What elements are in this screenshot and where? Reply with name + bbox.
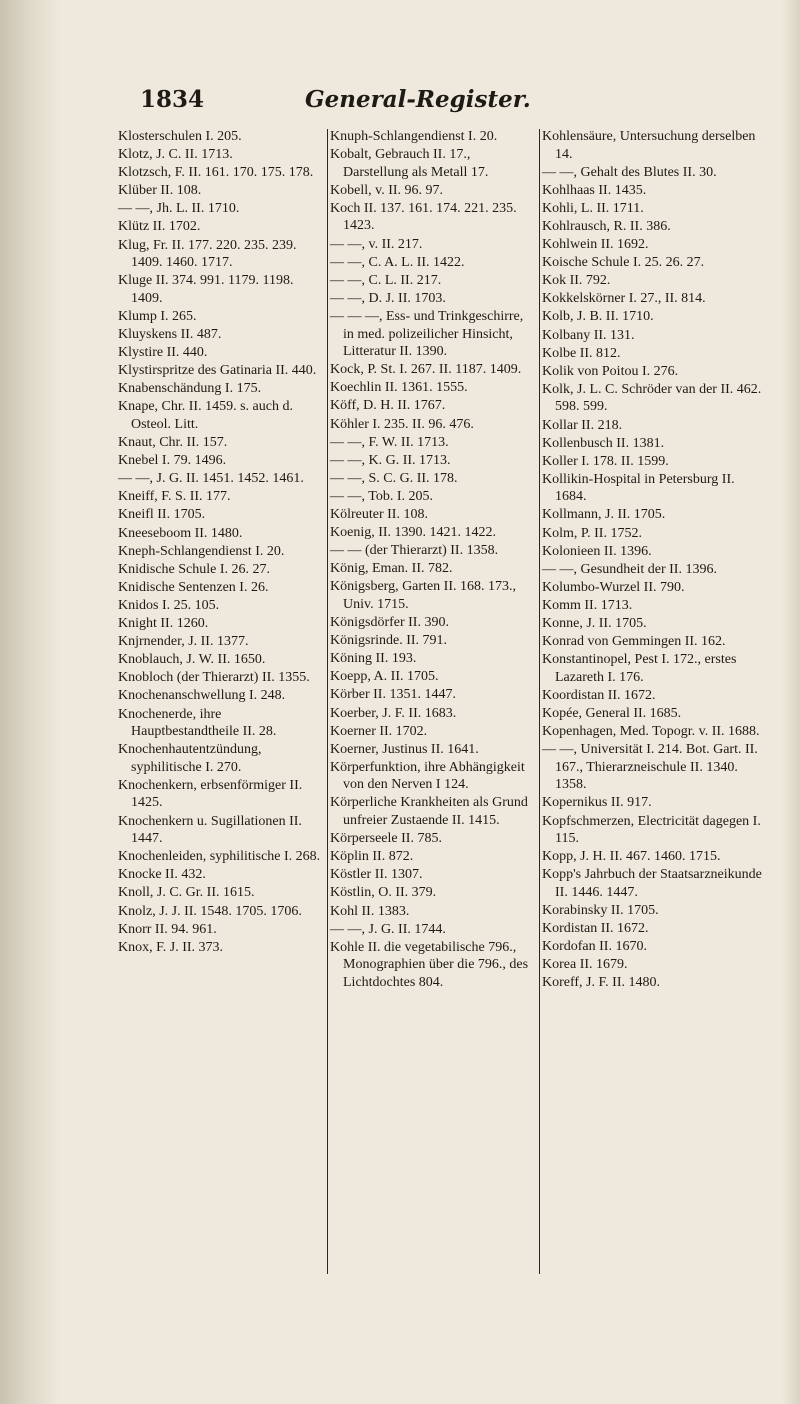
register-entry: Kolik von Poitou I. 276. (542, 363, 679, 379)
running-head-title: General-Register. (305, 86, 531, 113)
register-entry: Kollar II. 218. (542, 417, 623, 433)
register-entry: Komm II. 1713. (542, 597, 633, 613)
register-entry: Königsdörfer II. 390. (330, 615, 449, 631)
register-entry: Klüber II. 108. (118, 183, 202, 199)
register-entry: Koerner, Justinus II. 1641. (330, 741, 479, 757)
register-entry: Knolz, J. J. II. 1548. 1705. 1706. (118, 903, 302, 919)
register-entry: Kobell, v. II. 96. 97. (330, 182, 444, 198)
register-entry: Kluge II. 374. 991. 1179. 1198. 1409. (118, 273, 294, 306)
register-entry: Kneph-Schlangendienst I. 20. (118, 543, 285, 559)
register-entry: Koerner II. 1702. (330, 723, 428, 739)
register-entry: Knidische Schule I. 26. 27. (118, 561, 271, 577)
register-entry: Köplin II. 872. (330, 849, 414, 865)
register-entry: Kopée, General II. 1685. (542, 706, 682, 721)
register-entry: Korea II. 1679. (542, 957, 628, 973)
register-entry: Kopernikus II. 917. (542, 795, 652, 811)
register-entry: Kneifl II. 1705. (118, 507, 206, 523)
register-entry: Königsberg, Garten II. 168. 173., Univ. 1715. (330, 579, 516, 612)
register-entry: Knight II. 1260. (118, 616, 209, 632)
register-entry: — —, J. G. II. 1451. 1452. 1461. (118, 471, 304, 487)
register-entry: Kneiff, F. S. II. 177. (118, 489, 231, 505)
register-entry: Koordistan II. 1672. (542, 687, 656, 703)
register-entry: Knochenanschwellung I. 248. (118, 688, 286, 704)
register-entry: Koepp, A. II. 1705. (330, 669, 439, 685)
register-entry: Koch II. 137. 161. 174. 221. 235. 1423. (330, 200, 517, 234)
register-entry: König, Eman. II. 782. (330, 561, 453, 577)
register-entry: Kollenbusch II. 1381. (542, 435, 665, 451)
register-entry: Kolb, J. B. II. 1710. (542, 309, 654, 325)
register-entry: Koreff, J. F. II. 1480. (542, 975, 660, 991)
register-entry: — —, K. G. II. 1713. (330, 452, 451, 468)
register-entry: Kopenhagen, Med. Topogr. v. II. 1688. (542, 724, 760, 740)
register-entry: Kohli, L. II. 1711. (542, 200, 644, 216)
register-entry: Koische Schule I. 25. 26. 27. (542, 255, 705, 271)
register-entry: — —, C. A. L. II. 1422. (330, 254, 465, 270)
register-entry: — —, C. L. II. 217. (330, 272, 442, 288)
register-entry: Klystirspritze des Gatinaria II. 440. (118, 363, 317, 379)
register-entry: Knocke II. 432. (118, 867, 206, 883)
register-entry: Klosterschulen I. 205. (118, 129, 242, 144)
register-entry: — —, Tob. I. 205. (330, 488, 433, 504)
register-entry: — —, v. II. 217. (330, 236, 423, 252)
register-entry: — — (der Thierarzt) II. 1358. (330, 543, 499, 559)
register-entry: Kölreuter II. 108. (330, 506, 428, 522)
page-header (110, 86, 770, 126)
register-entry: Korabinsky II. 1705. (542, 903, 659, 919)
register-entry: — — —, Ess- und Trinkgeschirre, in med. polizeilicher Hinsicht, Litteratur II. 1390. (330, 308, 524, 360)
register-entry: Koenig, II. 1390. 1421. 1422. (330, 525, 497, 541)
register-entry: Kokkelskörner I. 27., II. 814. (542, 291, 706, 307)
register-entry: Knidos I. 25. 105. (118, 597, 220, 613)
register-entry: Kordistan II. 1672. (542, 921, 649, 937)
register-entry: Knochenhautentzündung, syphilitische I. 270. (118, 742, 262, 775)
column-divider-2 (539, 129, 540, 1274)
register-entry: Körperseele II. 785. (330, 831, 442, 847)
register-entry: Knabenschändung I. 175. (118, 381, 262, 397)
register-entry: Knoblauch, J. W. II. 1650. (118, 652, 266, 668)
register-entry: Klump I. 265. (118, 308, 197, 324)
register-entry: Knochenerde, ihre Hauptbestandtheile II. 28. (118, 706, 277, 740)
register-entry: Kolm, P. II. 1752. (542, 525, 642, 541)
page-edge-shadow (782, 0, 800, 1404)
register-entry: Knochenkern, erbsenförmiger II. 1425. (118, 777, 303, 811)
register-entry: Kopp, J. H. II. 467. 1460. 1715. (542, 849, 721, 865)
register-entry: Knebel I. 79. 1496. (118, 453, 227, 469)
register-entry: Kok II. 792. (542, 273, 611, 289)
register-entry: Knobloch (der Thierarzt) II. 1355. (118, 670, 310, 686)
register-entry: Köhler I. 235. II. 96. 476. (330, 416, 474, 432)
register-entry: Körperfunktion, ihre Abhängigkeit von den Nerven I 124. (330, 759, 525, 793)
register-entry: Koerber, J. F. II. 1683. (330, 705, 457, 721)
register-entry: — —, Gehalt des Blutes II. 30. (542, 164, 717, 180)
register-entry: — —, S. C. G. II. 178. (330, 470, 458, 486)
register-entry: Köstler II. 1307. (330, 867, 423, 883)
register-entry: Klug, Fr. II. 177. 220. 235. 239. 1409. 1460. 1717. (118, 237, 297, 271)
register-entry: Knuph-Schlangendienst I. 20. (330, 129, 498, 144)
register-entry: Kollmann, J. II. 1705. (542, 507, 666, 523)
register-entry: Knochenkern u. Sugillationen II. 1447. (118, 813, 302, 847)
register-entry: — —, Universität I. 214. Bot. Gart. II. 167., Thierarzneischule II. 1340. 1358. (542, 742, 758, 793)
register-entry: Knochenleiden, syphilitische I. 268. (118, 849, 321, 865)
register-entry: Kordofan II. 1670. (542, 939, 647, 955)
register-entry: Konstantinopel, Pest I. 172., erstes Lazareth I. 176. (542, 652, 737, 685)
register-entry: Kolumbo-Wurzel II. 790. (542, 579, 685, 595)
register-entry: Klystire II. 440. (118, 345, 208, 361)
register-entry: Kolbany II. 131. (542, 327, 635, 343)
register-entry: Kolk, J. L. C. Schröder van der II. 462. 598. 599. (542, 381, 762, 415)
register-entry: — —, Gesundheit der II. 1396. (542, 561, 717, 577)
register-column-2 (330, 128, 537, 992)
register-entry: Kohlensäure, Untersuchung derselben 14. (542, 129, 756, 162)
register-entry: Kopp's Jahrbuch der Staatsarzneikunde II. 1446. 1447. (542, 867, 762, 900)
register-entry: Köstlin, O. II. 379. (330, 885, 437, 901)
register-entry: Kollikin-Hospital in Petersburg II. 1684. (542, 471, 735, 505)
register-entry: Konne, J. II. 1705. (542, 616, 647, 632)
register-entry: Körperliche Krankheiten als Grund unfreier Zustaende II. 1415. (330, 795, 528, 829)
register-column-3 (542, 128, 764, 993)
register-entry: Kohle II. die vegetabilische 796., Monographien über die 796., des Lichtdochtes 804. (330, 939, 529, 990)
register-entry: Koechlin II. 1361. 1555. (330, 380, 468, 396)
register-entry: Knjrnender, J. II. 1377. (118, 634, 249, 650)
register-entry: Knaut, Chr. II. 157. (118, 435, 228, 451)
register-entry: Kolbe II. 812. (542, 345, 621, 361)
register-entry: Klotzsch, F. II. 161. 170. 175. 178. (118, 165, 314, 181)
register-entry: Knox, F. J. II. 373. (118, 939, 224, 955)
register-entry: — —, J. G. II. 1744. (330, 921, 446, 937)
register-entry: Knidische Sentenzen I. 26. (118, 579, 269, 595)
register-entry: Kneeseboom II. 1480. (118, 525, 243, 541)
register-entry: Kock, P. St. I. 267. II. 1187. 1409. (330, 362, 522, 378)
register-entry: — —, D. J. II. 1703. (330, 290, 446, 306)
register-entry: Körber II. 1351. 1447. (330, 687, 456, 703)
page-gutter-shadow (0, 0, 60, 1404)
register-entry: Klütz II. 1702. (118, 219, 201, 235)
register-entry: — —, F. W. II. 1713. (330, 434, 449, 450)
register-entry: Klotz, J. C. II. 1713. (118, 147, 233, 163)
register-entry: Königsrinde. II. 791. (330, 633, 448, 649)
register-entry: Koller I. 178. II. 1599. (542, 453, 669, 469)
register-entry: Köff, D. H. II. 1767. (330, 398, 446, 414)
register-entry: Kohlhaas II. 1435. (542, 182, 647, 198)
register-entry: Kohl II. 1383. (330, 903, 410, 919)
register-entry: Konrad von Gemmingen II. 162. (542, 634, 726, 650)
register-entry: Knoll, J. C. Gr. II. 1615. (118, 885, 255, 901)
page-number: 1834 (140, 86, 205, 113)
register-column-1 (118, 128, 325, 957)
register-entry: Köning II. 193. (330, 651, 417, 667)
register-entry: — —, Jh. L. II. 1710. (118, 201, 240, 217)
register-entry: Kohlwein II. 1692. (542, 237, 649, 253)
register-entry: Knape, Chr. II. 1459. s. auch d. Osteol. Litt. (118, 399, 293, 432)
register-entry: Knorr II. 94. 961. (118, 921, 217, 937)
register-entry: Kohlrausch, R. II. 386. (542, 218, 671, 234)
register-entry: Kluyskens II. 487. (118, 327, 222, 343)
register-entry: Kopfschmerzen, Electricität dagegen I. 115. (542, 813, 761, 847)
column-divider-1 (327, 129, 328, 1274)
register-entry: Kolonieen II. 1396. (542, 543, 652, 559)
register-entry: Kobalt, Gebrauch II. 17., Darstellung als Metall 17. (330, 147, 489, 180)
